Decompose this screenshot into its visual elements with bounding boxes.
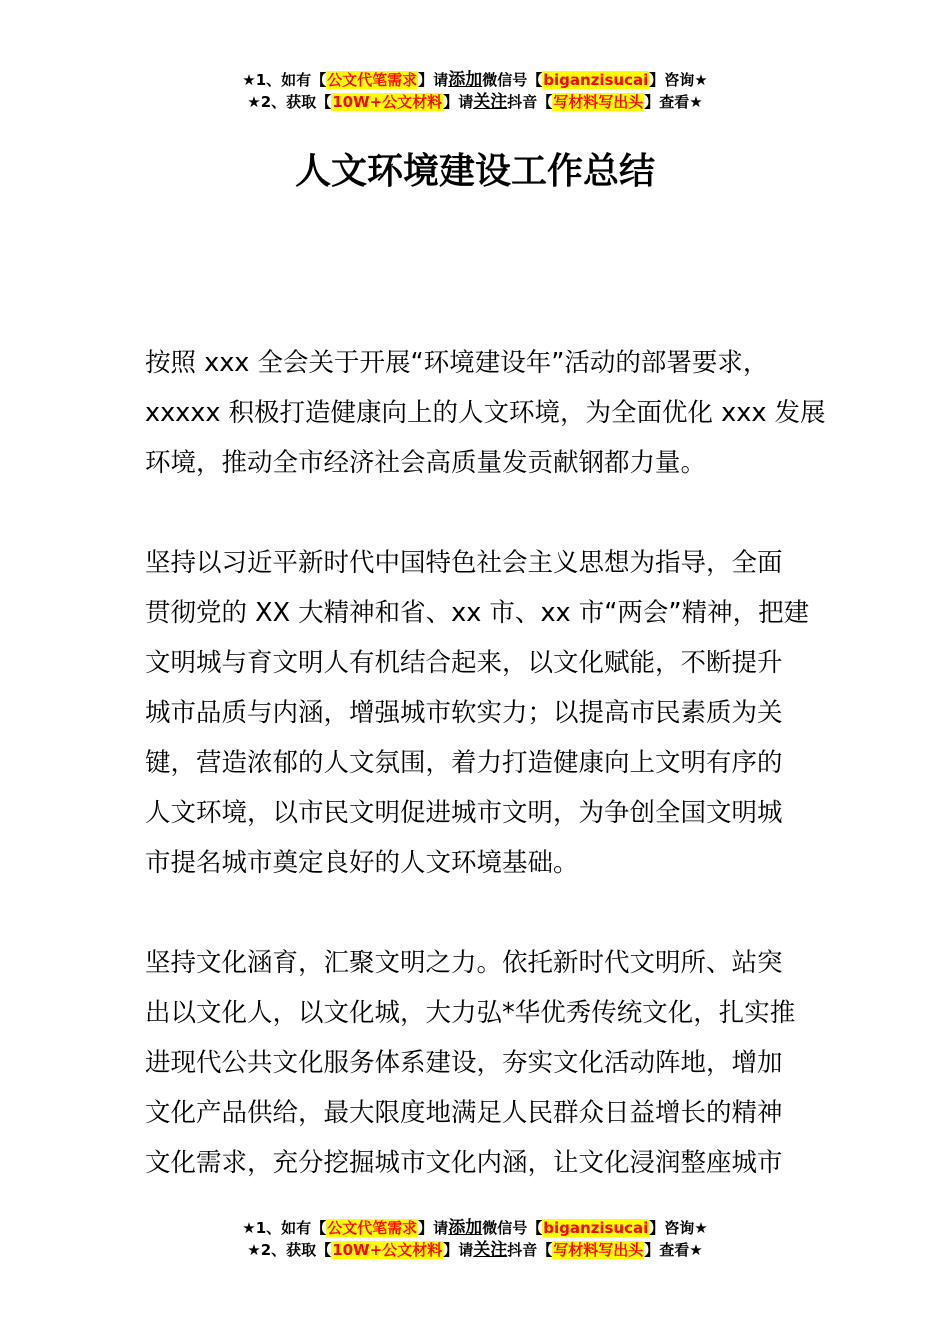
text-line: 出以文化人，以文化城，大力弘*华优秀传统文化，扎实推 (145, 998, 796, 1028)
notice-highlight-materials: 10W+公文材料 (332, 93, 443, 111)
notice-text: ★1、如有【 (242, 71, 327, 89)
notice-highlight-materials: 10W+公文材料 (332, 1241, 443, 1259)
text-line: 坚持以习近平新时代中国特色社会主义思想为指导，全面 (145, 548, 783, 578)
text-line: 键，营造浓郁的人文氛围，着力打造健康向上文明有序的 (145, 748, 783, 778)
text-line: 文化产品供给，最大限度地满足人民群众日益增长的精神 (145, 1098, 783, 1128)
notice-highlight-service: 公文代笔需求 (327, 71, 418, 89)
document-title: 人文环境建设工作总结 (294, 151, 655, 192)
text-line: 文明城与育文明人有机结合起来，以文化赋能，不断提升 (145, 648, 783, 678)
notice-highlight-service: 公文代笔需求 (327, 1219, 418, 1237)
text-line: 进现代公共文化服务体系建设，夯实文化活动阵地，增加 (145, 1048, 783, 1078)
notice-emphasis: 添加 (448, 70, 483, 90)
footer-notice (0, 1217, 950, 1261)
text-line: 环境，推动全市经济社会高质量发贡献钢都力量。 (145, 448, 707, 478)
notice-line-2 (0, 1239, 950, 1261)
notice-text: 】咨询★ (649, 1219, 708, 1237)
notice-highlight-wechat-id: biganzisucai (543, 1219, 649, 1237)
notice-text: 】请 (443, 93, 474, 111)
notice-emphasis: 关注 (473, 92, 508, 112)
text-line: 按照 xxx 全会关于开展“环境建设年”活动的部署要求， (145, 348, 769, 378)
notice-text: ★1、如有【 (242, 1219, 327, 1237)
text-line: 坚持文化涵育，汇聚文明之力。依托新时代文明所、站突 (145, 948, 783, 978)
notice-highlight-douyin: 写材料写出头 (553, 93, 644, 111)
notice-line-2 (0, 91, 950, 113)
notice-text: 】请 (418, 71, 449, 89)
notice-text: 】查看★ (644, 93, 703, 111)
notice-text: 微信号【 (482, 71, 543, 89)
notice-text: 】请 (443, 1241, 474, 1259)
notice-line-1 (0, 1217, 950, 1239)
notice-emphasis: 添加 (448, 1218, 483, 1238)
notice-text: 抖音【 (507, 93, 553, 111)
notice-text: 】请 (418, 1219, 449, 1237)
notice-text: ★2、获取【 (247, 93, 332, 111)
text-line: 城市品质与内涵，增强城市软实力；以提高市民素质为关 (145, 698, 783, 728)
notice-highlight-douyin: 写材料写出头 (553, 1241, 644, 1259)
notice-line-1 (0, 69, 950, 91)
text-line: 市提名城市奠定良好的人文环境基础。 (145, 848, 579, 878)
notice-text: 抖音【 (507, 1241, 553, 1259)
paragraph-1 (145, 338, 830, 488)
paragraph-3 (145, 938, 830, 1188)
notice-emphasis: 关注 (473, 1240, 508, 1260)
notice-text: 微信号【 (482, 1219, 543, 1237)
notice-text: 】咨询★ (649, 71, 708, 89)
text-line: 贯彻党的 XX 大精神和省、xx 市、xx 市“两会”精神，把建 (145, 598, 810, 628)
text-line: 人文环境，以市民文明促进城市文明，为争创全国文明城 (145, 798, 783, 828)
paragraph-2 (145, 538, 830, 888)
notice-highlight-wechat-id: biganzisucai (543, 71, 649, 89)
text-line: 文化需求，充分挖掘城市文化内涵，让文化浸润整座城市 (145, 1148, 783, 1178)
document-body (145, 338, 830, 1238)
notice-text: ★2、获取【 (247, 1241, 332, 1259)
text-line: xxxxx 积极打造健康向上的人文环境，为全面优化 xxx 发展 (145, 398, 826, 428)
header-notice (0, 69, 950, 113)
notice-text: 】查看★ (644, 1241, 703, 1259)
